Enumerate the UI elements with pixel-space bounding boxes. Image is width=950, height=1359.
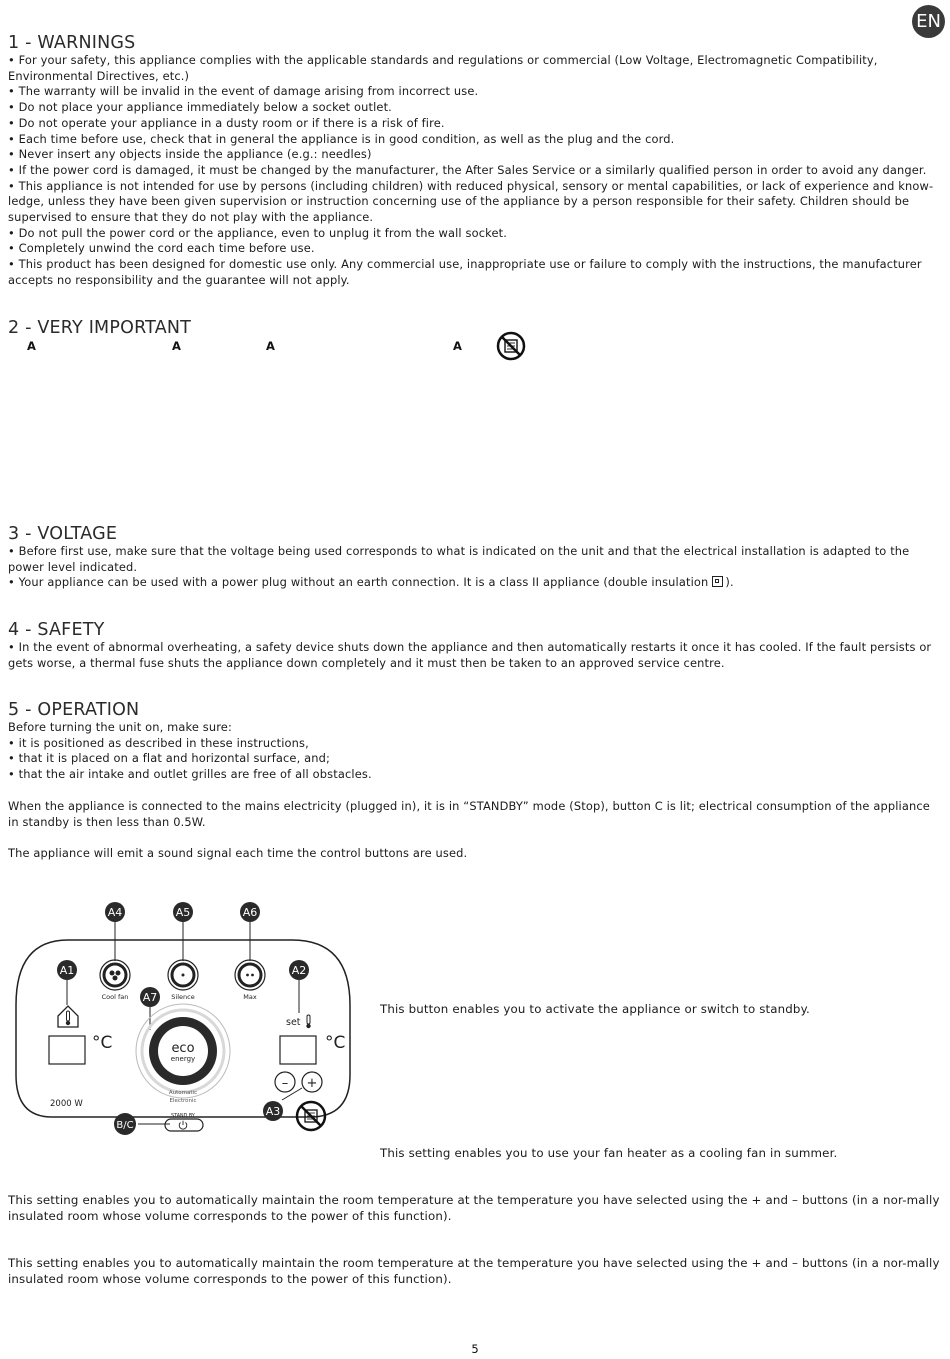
voltage-line [8, 575, 940, 591]
cool-fan-button[interactable] [100, 960, 130, 990]
operation-intro: Before turning the unit on, make sure: [8, 720, 232, 734]
room-celsius-unit: °C [92, 1033, 113, 1053]
max-button[interactable] [235, 960, 265, 990]
svg-text:A2: A2 [291, 964, 307, 977]
auto-temp-description: This setting enables you to automatically maintain the room temperature at the temperature you have selected using the + and – buttons (in a nor-mally insulated room whose volume corresponds to the power of this function). [8, 1193, 940, 1223]
svg-text:A5: A5 [175, 906, 191, 919]
set-celsius-unit: °C [325, 1033, 346, 1053]
voltage-line-end: ). [725, 575, 734, 590]
max-label: Max [243, 993, 257, 1001]
svg-text:A6: A6 [242, 906, 258, 919]
thermometer-icon [306, 1015, 310, 1028]
svg-text:A1: A1 [59, 964, 75, 977]
no-cover-icon [496, 331, 526, 361]
svg-text:A3: A3 [265, 1105, 281, 1118]
double-insulation-icon [712, 576, 723, 587]
section-warnings [8, 33, 940, 289]
language-badge: EN [912, 5, 945, 38]
room-temp-display [49, 1036, 85, 1064]
auto-temp-description: This setting enables you to automatically maintain the room temperature at the temperature you have selected using the + and – buttons (in a nor-mally insulated room whose volume corresponds to the power of this function). [8, 1256, 940, 1286]
cooling-fan-description: This setting enables you to use your fan heater as a cooling fan in summer. [380, 1146, 838, 1160]
power-icon [179, 1121, 187, 1129]
warning-line: • Each time before use, check that in general the appliance is in good condition, as well as the plug and the cord. [8, 131, 675, 146]
cool-fan-label: Cool fan [101, 993, 129, 1001]
warning-line: • The warranty will be invalid in the event of damage arising from incorrect use. [8, 84, 479, 99]
warning-line: • If the power cord is damaged, it must be changed by the manufacturer, the After Sales Service or a similarly qualified person in order to avoid any danger. [8, 162, 927, 177]
warning-line: • Completely unwind the cord each time before use. [8, 241, 315, 256]
energy-label: energy [170, 1055, 196, 1063]
eco-label: eco [171, 1041, 195, 1056]
label-a4 [105, 902, 125, 922]
minus-button[interactable] [275, 1072, 295, 1092]
label-a5 [173, 902, 193, 922]
warning-line: • Do not place your appliance immediately below a socket outlet. [8, 100, 392, 115]
electronic-label: Electronic [169, 1098, 197, 1104]
operation-check: • that the air intake and outlet grilles are free of all obstacles. [8, 767, 372, 782]
section-title: 5 - OPERATION [8, 700, 140, 720]
dot-icon [246, 974, 249, 977]
voltage-line-text: • Your appliance can be used with a power plug without an earth connection. It is a class II appliance (double insulation [8, 575, 709, 590]
svg-text:A4: A4 [107, 906, 123, 919]
label-a2 [289, 960, 309, 980]
warning-line: • For your safety, this appliance complies with the applicable standards and regulations or commercial (Low Voltage, Electromagnetic Compatibility, Environmental Directives, etc.) [8, 53, 878, 83]
dot-icon [182, 974, 185, 977]
svg-text:+: + [306, 1076, 318, 1091]
section-safety [8, 620, 940, 671]
standby-label: STAND BY [171, 1114, 195, 1119]
plus-button[interactable] [302, 1072, 322, 1092]
label-a3 [263, 1101, 283, 1121]
dot-icon [251, 974, 254, 977]
section-very-important [8, 318, 940, 338]
section-operation [8, 700, 940, 862]
room-thermometer-icon [58, 1006, 78, 1027]
svg-text:A7: A7 [142, 991, 158, 1004]
section-title: 3 - VOLTAGE [8, 524, 118, 544]
marker-a: A [172, 339, 181, 353]
fan-icon [110, 971, 121, 981]
section-title: 2 - VERY IMPORTANT [8, 318, 192, 338]
label-a7 [140, 987, 160, 1007]
automatic-label: Automatic [168, 1090, 198, 1096]
standby-button[interactable] [165, 1119, 203, 1131]
svg-text:–: – [281, 1076, 289, 1091]
section-title: 1 - WARNINGS [8, 33, 136, 53]
warning-line: • Never insert any objects inside the appliance (e.g.: needles) [8, 147, 372, 162]
label-a6 [240, 902, 260, 922]
silence-label: Silence [171, 993, 195, 1001]
standby-paragraph: When the appliance is connected to the mains electricity (plugged in), it is in “STANDBY” mode (Stop), button C is lit; electrical consumption of the appliance in standby is then less than 0.5W. [8, 798, 930, 829]
warning-line: • Do not operate your appliance in a dusty room or if there is a risk of fire. [8, 115, 445, 130]
operation-check: • it is positioned as described in these instructions, [8, 735, 309, 750]
marker-a: A [266, 339, 275, 353]
marker-a: A [27, 339, 36, 353]
silence-button[interactable] [168, 960, 198, 990]
label-a1 [57, 960, 77, 980]
warning-line: • This appliance is not intended for use by persons (including children) with reduced physical, sensory or mental capabilities, or lack of experience and know-ledge, unless they have been given supervision or instruction concerning use of the appliance by a person responsible for their safety. Children should be supervised to ensure that they do not play with the appliance. [8, 178, 934, 225]
standby-button-description: This button enables you to activate the appliance or switch to standby. [380, 1002, 810, 1016]
sound-paragraph: The appliance will emit a sound signal each time the control buttons are used. [8, 846, 468, 861]
set-label: set [286, 1017, 301, 1028]
warning-line: • Do not pull the power cord or the appliance, even to unplug it from the wall socket. [8, 225, 507, 240]
label-bc [114, 1113, 136, 1135]
operation-check: • that it is placed on a flat and horizontal surface, and; [8, 751, 331, 766]
set-temp-display [280, 1036, 316, 1064]
section-voltage [8, 524, 940, 591]
control-panel-diagram [10, 895, 360, 1140]
power-rating: 2000 W [50, 1099, 83, 1109]
warning-line: • This product has been designed for domestic use only. Any commercial use, inappropriate use or failure to comply with the instructions, the manufacturer accepts no responsibility and the guarantee will not apply. [8, 257, 922, 287]
marker-a: A [453, 339, 462, 353]
page-number: 5 [471, 1342, 479, 1356]
safety-line: • In the event of abnormal overheating, a safety device shuts down the appliance and then automatically restarts it once it has cooled. If the fault persists or gets worse, a thermal fuse shuts the appliance down completely and it must then be taken to an approved service centre. [8, 640, 932, 670]
section-title: 4 - SAFETY [8, 620, 105, 640]
voltage-line: • Before first use, make sure that the voltage being used corresponds to what is indicated on the unit and that the electrical installation is adapted to the power level indicated. [8, 544, 910, 574]
svg-text:B/C: B/C [116, 1120, 134, 1131]
